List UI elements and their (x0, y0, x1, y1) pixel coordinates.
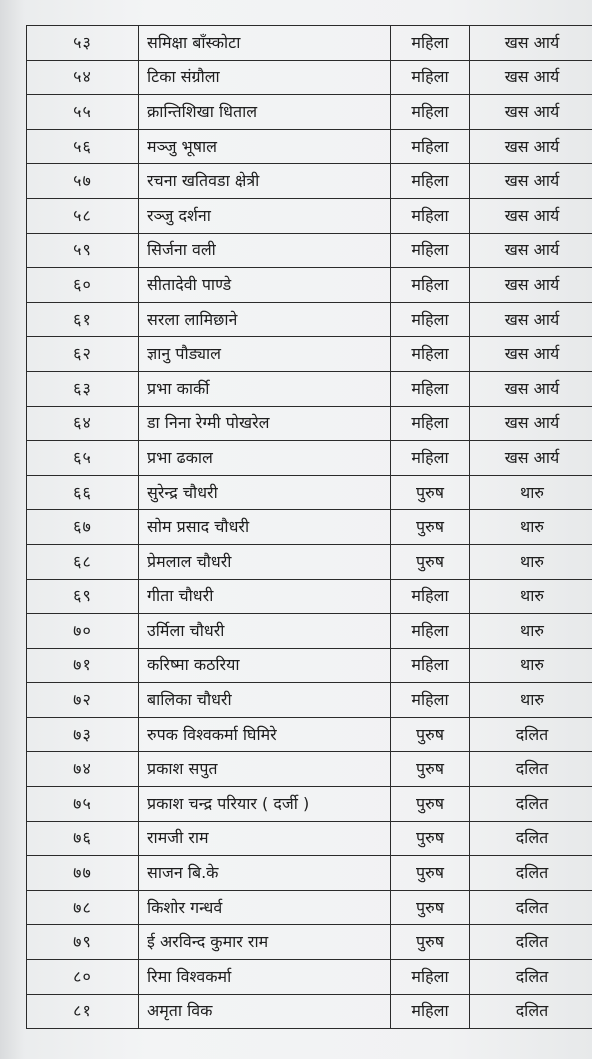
table-row (27, 960, 592, 995)
gender-cell: महिला (391, 648, 470, 683)
serial-number-cell: ५७ (27, 164, 139, 199)
table-row (27, 510, 592, 545)
group-cell: थारु (470, 510, 592, 545)
gender-cell: पुरुष (391, 787, 470, 822)
gender-cell: महिला (391, 371, 470, 406)
name-cell: रुपक विश्वकर्मा घिमिरे (139, 717, 391, 752)
table-row (27, 475, 592, 510)
serial-number-cell: ६६ (27, 475, 139, 510)
name-cell: प्रभा ढकाल (139, 441, 391, 476)
name-cell: रञ्जु दर्शना (139, 198, 391, 233)
gender-cell: महिला (391, 579, 470, 614)
name-cell: सिर्जना वली (139, 233, 391, 268)
group-cell: दलित (470, 994, 592, 1029)
gender-cell: पुरुष (391, 925, 470, 960)
name-cell: सोम प्रसाद चौधरी (139, 510, 391, 545)
gender-cell: पुरुष (391, 475, 470, 510)
serial-number-cell: ६८ (27, 544, 139, 579)
table-row (27, 164, 592, 199)
gender-cell: महिला (391, 268, 470, 303)
serial-number-cell: ५९ (27, 233, 139, 268)
group-cell: थारु (470, 475, 592, 510)
table-row (27, 787, 592, 822)
serial-number-cell: ५३ (27, 26, 139, 61)
name-cell: सीतादेवी पाण्डे (139, 268, 391, 303)
serial-number-cell: ७६ (27, 821, 139, 856)
table-row (27, 683, 592, 718)
group-cell: खस आर्य (470, 198, 592, 233)
gender-cell: पुरुष (391, 510, 470, 545)
serial-number-cell: ६३ (27, 371, 139, 406)
serial-number-cell: ६९ (27, 579, 139, 614)
name-cell: प्रकाश सपुत (139, 752, 391, 787)
gender-cell: महिला (391, 614, 470, 649)
group-cell: खस आर्य (470, 441, 592, 476)
group-cell: दलित (470, 960, 592, 995)
name-cell: ई अरविन्द कुमार राम (139, 925, 391, 960)
name-cell: ज्ञानु पौड्याल (139, 337, 391, 372)
table-row (27, 268, 592, 303)
name-cell: बालिका चौधरी (139, 683, 391, 718)
name-cell: उर्मिला चौधरी (139, 614, 391, 649)
table-row (27, 890, 592, 925)
table-row (27, 821, 592, 856)
serial-number-cell: ५८ (27, 198, 139, 233)
serial-number-cell: ७९ (27, 925, 139, 960)
serial-number-cell: ७१ (27, 648, 139, 683)
table-row (27, 544, 592, 579)
group-cell: खस आर्य (470, 26, 592, 61)
serial-number-cell: ६५ (27, 441, 139, 476)
name-cell: रचना खतिवडा क्षेत्री (139, 164, 391, 199)
serial-number-cell: ७४ (27, 752, 139, 787)
gender-cell: महिला (391, 683, 470, 718)
group-cell: दलित (470, 787, 592, 822)
name-cell: क्रान्तिशिखा धिताल (139, 95, 391, 130)
group-cell: दलित (470, 890, 592, 925)
gender-cell: महिला (391, 337, 470, 372)
table-row (27, 441, 592, 476)
gender-cell: महिला (391, 960, 470, 995)
gender-cell: महिला (391, 233, 470, 268)
table-row (27, 129, 592, 164)
candidate-table (26, 25, 592, 1029)
name-cell: टिका संग्रौला (139, 60, 391, 95)
gender-cell: पुरुष (391, 821, 470, 856)
group-cell: दलित (470, 925, 592, 960)
gender-cell: महिला (391, 164, 470, 199)
table-row (27, 614, 592, 649)
table-row (27, 994, 592, 1029)
gender-cell: पुरुष (391, 717, 470, 752)
serial-number-cell: ७८ (27, 890, 139, 925)
page-edge-shadow (0, 0, 24, 1059)
serial-number-cell: ६१ (27, 302, 139, 337)
group-cell: थारु (470, 683, 592, 718)
gender-cell: महिला (391, 302, 470, 337)
group-cell: थारु (470, 648, 592, 683)
table-row (27, 579, 592, 614)
serial-number-cell: ७५ (27, 787, 139, 822)
name-cell: रामजी राम (139, 821, 391, 856)
serial-number-cell: ५५ (27, 95, 139, 130)
table-row (27, 60, 592, 95)
group-cell: खस आर्य (470, 233, 592, 268)
serial-number-cell: ६४ (27, 406, 139, 441)
serial-number-cell: ८१ (27, 994, 139, 1029)
group-cell: खस आर्य (470, 60, 592, 95)
name-cell: रिमा विश्वकर्मा (139, 960, 391, 995)
name-cell: प्रेमलाल चौधरी (139, 544, 391, 579)
serial-number-cell: ६२ (27, 337, 139, 372)
gender-cell: पुरुष (391, 752, 470, 787)
name-cell: किशोर गन्धर्व (139, 890, 391, 925)
table-row (27, 95, 592, 130)
name-cell: प्रकाश चन्द्र परियार ( दर्जी ) (139, 787, 391, 822)
serial-number-cell: ५४ (27, 60, 139, 95)
name-cell: करिष्मा कठरिया (139, 648, 391, 683)
group-cell: खस आर्य (470, 337, 592, 372)
gender-cell: महिला (391, 95, 470, 130)
group-cell: थारु (470, 579, 592, 614)
serial-number-cell: ७७ (27, 856, 139, 891)
serial-number-cell: ८० (27, 960, 139, 995)
gender-cell: महिला (391, 129, 470, 164)
serial-number-cell: ५६ (27, 129, 139, 164)
gender-cell: महिला (391, 406, 470, 441)
gender-cell: महिला (391, 198, 470, 233)
group-cell: खस आर्य (470, 302, 592, 337)
group-cell: खस आर्य (470, 371, 592, 406)
table-row (27, 856, 592, 891)
group-cell: खस आर्य (470, 164, 592, 199)
group-cell: खस आर्य (470, 129, 592, 164)
group-cell: खस आर्य (470, 406, 592, 441)
table-row (27, 302, 592, 337)
group-cell: दलित (470, 856, 592, 891)
gender-cell: पुरुष (391, 856, 470, 891)
table-row (27, 26, 592, 61)
name-cell: मञ्जु भूषाल (139, 129, 391, 164)
group-cell: थारु (470, 544, 592, 579)
serial-number-cell: ७२ (27, 683, 139, 718)
name-cell: प्रभा कार्की (139, 371, 391, 406)
gender-cell: महिला (391, 994, 470, 1029)
table-row (27, 198, 592, 233)
table-row (27, 925, 592, 960)
name-cell: सुरेन्द्र चौधरी (139, 475, 391, 510)
table-row (27, 717, 592, 752)
name-cell: अमृता विक (139, 994, 391, 1029)
serial-number-cell: ७३ (27, 717, 139, 752)
serial-number-cell: ६० (27, 268, 139, 303)
table-row (27, 752, 592, 787)
name-cell: गीता चौधरी (139, 579, 391, 614)
gender-cell: पुरुष (391, 890, 470, 925)
name-cell: साजन बि.के (139, 856, 391, 891)
group-cell: खस आर्य (470, 268, 592, 303)
name-cell: सरला लामिछाने (139, 302, 391, 337)
serial-number-cell: ७० (27, 614, 139, 649)
group-cell: दलित (470, 752, 592, 787)
group-cell: दलित (470, 821, 592, 856)
gender-cell: महिला (391, 26, 470, 61)
table-body (27, 26, 592, 1029)
group-cell: खस आर्य (470, 95, 592, 130)
gender-cell: महिला (391, 60, 470, 95)
table-row (27, 406, 592, 441)
table-row (27, 371, 592, 406)
name-cell: डा निना रेग्मी पोखरेल (139, 406, 391, 441)
group-cell: दलित (470, 717, 592, 752)
name-cell: समिक्षा बाँस्कोटा (139, 26, 391, 61)
gender-cell: पुरुष (391, 544, 470, 579)
group-cell: थारु (470, 614, 592, 649)
table-row (27, 648, 592, 683)
serial-number-cell: ६७ (27, 510, 139, 545)
table-row (27, 337, 592, 372)
gender-cell: महिला (391, 441, 470, 476)
table-row (27, 233, 592, 268)
